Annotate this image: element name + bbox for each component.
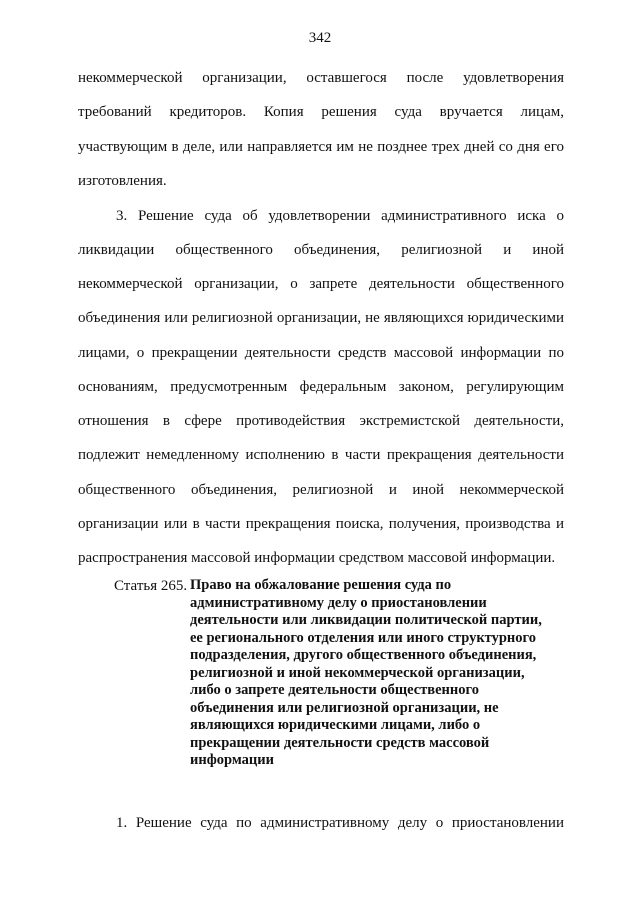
paragraph-line: требований кредиторов. Копия решения суда вручается лицам, <box>78 104 564 120</box>
paragraph-line: основаниям, предусмотренным федеральным законом, регулирующим <box>78 379 564 395</box>
paragraph-line: 1. Решение суда по административному делу о приостановлении <box>116 815 564 831</box>
article-title-line: деятельности или ликвидации политической партии, <box>190 612 542 628</box>
paragraph-line: участвующим в деле, или направляется им не позднее трех дней со дня его <box>78 139 564 155</box>
article-title-line: либо о запрете деятельности общественного <box>190 682 479 698</box>
article-title-line: административному делу о приостановлении <box>190 594 487 611</box>
article-title-line: ее регионального отделения или иного структурного <box>190 629 536 646</box>
article-title-line: являющихся юридическими лицами, либо о <box>190 717 481 733</box>
paragraph-line: организации или в части прекращения поиска, получения, производства и <box>78 516 564 532</box>
paragraph-line: общественного объединения, религиозной и иной некоммерческой <box>78 482 564 498</box>
article-title-line: Право на обжалование решения суда по <box>190 577 452 593</box>
article-title-line: подразделения, другого общественного объединения, <box>190 647 537 663</box>
paragraph-line: ликвидации общественного объединения, религиозной и иной <box>78 242 564 258</box>
paragraph-line: объединения или религиозной организации, не являющихся юридическими <box>78 310 564 326</box>
article-title-line: религиозной и иной некоммерческой организации, <box>190 664 525 681</box>
article-title-line: объединения или религиозной организации, не <box>190 699 499 716</box>
paragraph-line: лицами, о прекращении деятельности средств массовой информации по <box>78 345 564 361</box>
paragraph-line: распространения массовой информации средством массовой информации. <box>78 550 556 566</box>
article-label: Статья 265. <box>114 578 188 594</box>
article-title <box>190 577 580 770</box>
paragraph-line: 3. Решение суда об удовлетворении административного иска о <box>116 208 564 224</box>
page-number: 342 <box>308 30 332 46</box>
article-title-line: информации <box>190 752 274 768</box>
article-title-line: прекращении деятельности средств массовой <box>190 734 490 751</box>
paragraph-line: некоммерческой организации, оставшегося после удовлетворения <box>78 70 564 86</box>
paragraph-line: подлежит немедленному исполнению в части прекращения деятельности <box>78 447 564 463</box>
paragraph-line: изготовления. <box>78 173 167 189</box>
paragraph-line: некоммерческой организации, о запрете деятельности общественного <box>78 276 564 292</box>
paragraph-line: отношения в сфере противодействия экстремистской деятельности, <box>78 413 564 429</box>
